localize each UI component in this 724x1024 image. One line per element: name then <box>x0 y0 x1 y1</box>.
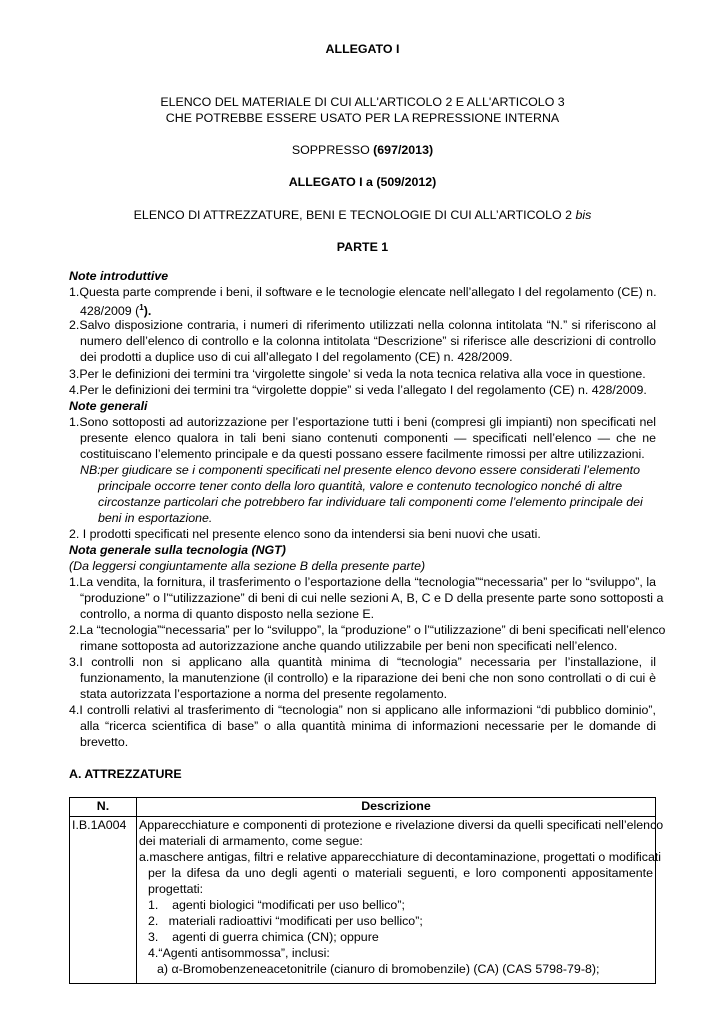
desc-line-6: 1. agenti biologici “modificati per uso bellico”; <box>148 898 405 912</box>
desc-line-8: 3. agenti di guerra chimica (CN); oppure <box>148 930 379 944</box>
section-a-title: A. ATTREZZATURE <box>69 767 182 781</box>
ngt-note-1-cont: “produzione” o l’“utilizzazione” di beni di cui nelle sezioni A, B, C e D della presente parte sono sottoposti a <box>80 591 664 605</box>
ngt-note-2-cont: rimane sottoposta ad autorizzazione anche quando utilizzabile per beni non specificati nell’elenco. <box>80 639 618 653</box>
item-code-cell <box>70 817 137 984</box>
general-note-2: 2. I prodotti specificati nel presente elenco sono da intendersi sia beni nuovi che usati. <box>69 527 541 541</box>
intro-note-1-cont: 428/2009 ($^1$). <box>80 303 152 319</box>
nb-line-3: circostanze particolari che potrebbero far individuare tali componenti come l’elemento principale dei <box>98 495 643 509</box>
intro-note-1: 1.Questa parte comprende i beni, il software e le tecnologie elencate nell’allegato I del regolamento (CE) n. <box>69 285 657 299</box>
general-note-1-cont-2: costituiscano l’elemento principale e da questi possano essere facilmente rimossi per altre utilizzazioni. <box>80 447 645 461</box>
table-row <box>70 817 656 984</box>
desc-line-4: per la difesa da uno degli agenti o materiali seguenti, e loro componenti appositamente <box>148 866 653 880</box>
desc-line-5: progettati: <box>148 882 204 896</box>
general-notes-heading: Note generali <box>69 399 148 413</box>
ngt-heading: Nota generale sulla tecnologia (NGT) <box>69 543 286 557</box>
desc-line-3: a.maschere antigas, filtri e relative apparecchiature di decontaminazione, progettati o modificati <box>139 850 662 864</box>
desc-line-10: a) α-Bromobenzeneacetonitrile (cianuro di bromobenzile) (CA) (CAS 5798-79-8); <box>157 962 600 976</box>
intro-note-2: 2.Salvo disposizione contraria, i numeri di riferimento utilizzati nella colonna intitolata “N.” si riferiscono al <box>69 318 656 332</box>
ngt-note-4-cont: alla “ricerca scientifica di base” o alla quantità minima di informazioni necessarie per le domande di <box>80 719 656 733</box>
item-code: I.B.1A004 <box>72 818 127 832</box>
ngt-note-3-cont-2: stata autorizzata l’esportazione a norma del presente regolamento. <box>80 687 448 701</box>
desc-line-9: 4.“Agenti antisommossa”, inclusi: <box>148 946 330 960</box>
item-description-cell <box>137 817 664 984</box>
ngt-note-1-cont-2: controllo, a norma di quanto disposto nella sezione E. <box>80 607 375 621</box>
ngt-note-3: 3.I controlli non si applicano alla quantità minima di “tecnologia” necessaria per l’installazione, il <box>69 655 656 669</box>
nb-line-4: beni in esportazione. <box>98 511 213 525</box>
nb-line-2: principale occorre tener conto della loro quantità, valore e contenuto tecnologico nonché di altre <box>98 479 623 493</box>
intro-note-2-cont: numero dell’elenco di controllo e la colonna intitolata “Descrizione” si riferisce alle descrizioni di controllo <box>80 334 656 348</box>
intro-note-3: 3.Per le definizioni dei termini tra ‘virgolette singole’ si veda la nota tecnica relativa alla voce in questione. <box>69 367 646 381</box>
repealed-note: SOPPRESSO (697/2013) <box>291 143 434 157</box>
equipment-list-title: ELENCO DI ATTREZZATURE, BENI E TECNOLOGIE DI CUI ALL’ARTICOLO 2 bis <box>133 208 592 222</box>
nb-line-1: NB:per giudicare se i componenti specificati nel presente elenco devono essere considerati l’elemento <box>80 463 640 477</box>
desc-line-7: 2. materiali radioattivi “modificati per uso bellico”; <box>148 914 423 928</box>
intro-notes-heading: Note introduttive <box>69 269 169 283</box>
ngt-subheading: (Da leggersi congiuntamente alla sezione B della presente parte) <box>69 559 426 573</box>
list-title-line-2: CHE POTREBBE ESSERE USATO PER LA REPRESSIONE INTERNA <box>165 111 560 125</box>
ngt-note-3-cont: funzionamento, la manutenzione (il controllo) e la riparazione dei beni che non sono controllati o di cui è <box>80 671 656 685</box>
intro-note-2-cont-2: dei prodotti a duplice uso di cui all’allegato I del regolamento (CE) n. 428/2009. <box>80 350 513 364</box>
table-header-row <box>70 798 656 817</box>
intro-note-4: 4.Per le definizioni dei termini tra “virgolette doppie” si veda l’allegato I del regolamento (CE) n. 428/2009. <box>69 383 647 397</box>
ngt-note-2: 2.La “tecnologia”“necessaria” per lo “sviluppo”, la “produzione” o l’“utilizzazione” di beni specificati nell’elenco <box>69 623 666 637</box>
desc-line-2: dei materiali di armamento, come segue: <box>139 834 363 848</box>
desc-line-1: Apparecchiature e componenti di protezione e rivelazione diversi da quelli specificati nell’elenco <box>139 818 664 832</box>
general-note-1: 1.Sono sottoposti ad autorizzazione per l’esportazione tutti i beni (compresi gli impianti) non specificati nel <box>69 415 656 429</box>
general-note-1-cont: presente elenco qualora in tali beni siano contenuti componenti — specificati nell’elenco — che ne <box>80 431 656 445</box>
equipment-table <box>69 797 664 984</box>
ngt-note-4-cont-2: brevetto. <box>80 735 129 749</box>
column-header-number: N. <box>70 798 137 817</box>
ngt-note-1: 1.La vendita, la fornitura, il trasferimento o l’esportazione della “tecnologia”“necessaria” per lo “sviluppo”, la <box>69 575 656 589</box>
ngt-note-4: 4.I controlli relativi al trasferimento di “tecnologia” non si applicano alle informazioni “di pubblico dominio”, <box>69 703 656 717</box>
part-title: PARTE 1 <box>336 240 389 254</box>
annex-ia-title: ALLEGATO I a (509/2012) <box>288 175 437 189</box>
list-title-line-1: ELENCO DEL MATERIALE DI CUI ALL'ARTICOLO 2 E ALL'ARTICOLO 3 <box>160 95 565 109</box>
annex-title: ALLEGATO I <box>325 42 400 56</box>
column-header-description: Descrizione <box>137 798 656 817</box>
